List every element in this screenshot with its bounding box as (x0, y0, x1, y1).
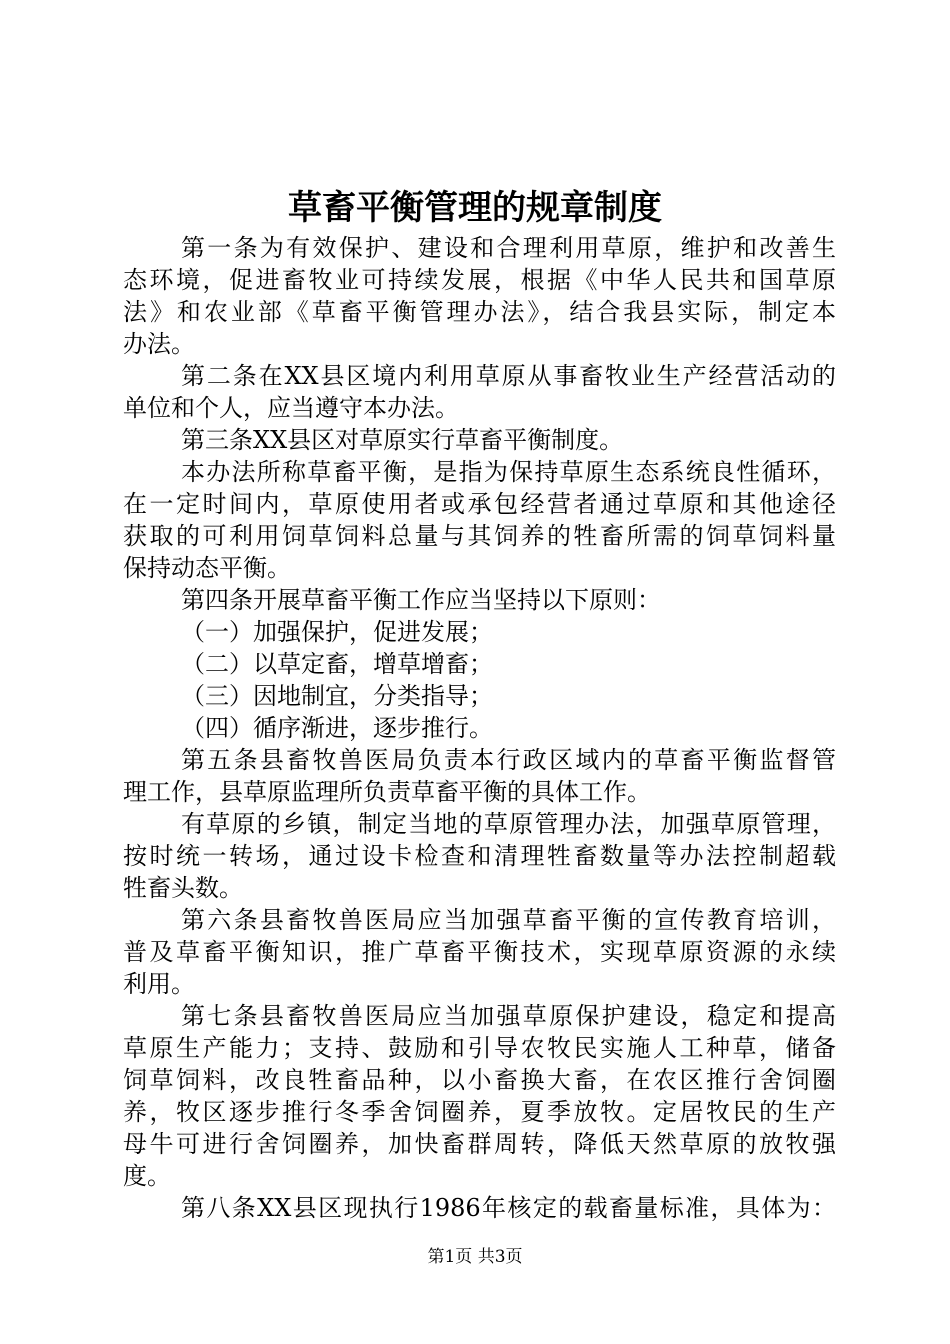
paragraph-line: 养，牧区逐步推行冬季舍饲圈养，夏季放牧。定居牧民的生产 (123, 1098, 836, 1126)
paragraph-line: 第五条县畜牧兽医局负责本行政区域内的草畜平衡监督管 (181, 746, 836, 774)
paragraph-line: 母牛可进行舍饲圈养，加快畜群周转，降低天然草原的放牧强 (123, 1130, 836, 1158)
paragraph-line: 法》和农业部《草畜平衡管理办法》，结合我县实际，制定本 (123, 298, 836, 326)
paragraph-line: 第三条XX县区对草原实行草畜平衡制度。 (181, 426, 624, 454)
paragraph-line: （二）以草定畜，增草增畜； (181, 650, 493, 678)
paragraph-line: 获取的可利用饲草饲料总量与其饲养的牲畜所需的饲草饲料量 (123, 522, 836, 550)
paragraph-line: 第六条县畜牧兽医局应当加强草畜平衡的宣传教育培训， (181, 906, 836, 934)
paragraph-line: 按时统一转场，通过设卡检查和清理牲畜数量等办法控制超载 (123, 842, 836, 870)
paragraph-line: （三）因地制宜，分类指导； (181, 682, 493, 710)
paragraph-line: 第二条在XX县区境内利用草原从事畜牧业生产经营活动的 (181, 362, 836, 390)
paragraph-line: 办法。 (123, 330, 195, 358)
paragraph-line: 理工作，县草原监理所负责草畜平衡的具体工作。 (123, 778, 651, 806)
paragraph-line: （四）循序渐进，逐步推行。 (181, 714, 493, 742)
paragraph-line: 利用。 (123, 970, 195, 998)
document-title: 草畜平衡管理的规章制度 (288, 188, 662, 228)
paragraph-line: 饲草饲料，改良牲畜品种，以小畜换大畜，在农区推行舍饲圈 (123, 1066, 836, 1094)
paragraph-line: 度。 (123, 1162, 171, 1190)
paragraph-line: 第八条XX县区现执行1986年核定的载畜量标准，具体为： (181, 1194, 836, 1222)
document-body (123, 232, 836, 1224)
paragraph-line: 第四条开展草畜平衡工作应当坚持以下原则： (181, 586, 661, 614)
paragraph-line: 牲畜头数。 (123, 874, 243, 902)
page-footer: 第1页 共3页 (427, 1247, 523, 1267)
paragraph-line: （一）加强保护，促进发展； (181, 618, 493, 646)
paragraph-line: 草原生产能力；支持、鼓励和引导农牧民实施人工种草，储备 (123, 1034, 836, 1062)
paragraph-line: 在一定时间内，草原使用者或承包经营者通过草原和其他途径 (123, 490, 836, 518)
paragraph-line: 保持动态平衡。 (123, 554, 291, 582)
paragraph-line: 普及草畜平衡知识，推广草畜平衡技术，实现草原资源的永续 (123, 938, 836, 966)
paragraph-line: 第一条为有效保护、建设和合理利用草原，维护和改善生 (181, 234, 836, 262)
paragraph-line: 本办法所称草畜平衡，是指为保持草原生态系统良性循环， (181, 458, 836, 486)
paragraph-line: 有草原的乡镇，制定当地的草原管理办法，加强草原管理， (181, 810, 836, 838)
paragraph-line: 单位和个人，应当遵守本办法。 (123, 394, 459, 422)
paragraph-line: 第七条县畜牧兽医局应当加强草原保护建设，稳定和提高 (181, 1002, 836, 1030)
paragraph-line: 态环境，促进畜牧业可持续发展，根据《中华人民共和国草原 (123, 266, 836, 294)
